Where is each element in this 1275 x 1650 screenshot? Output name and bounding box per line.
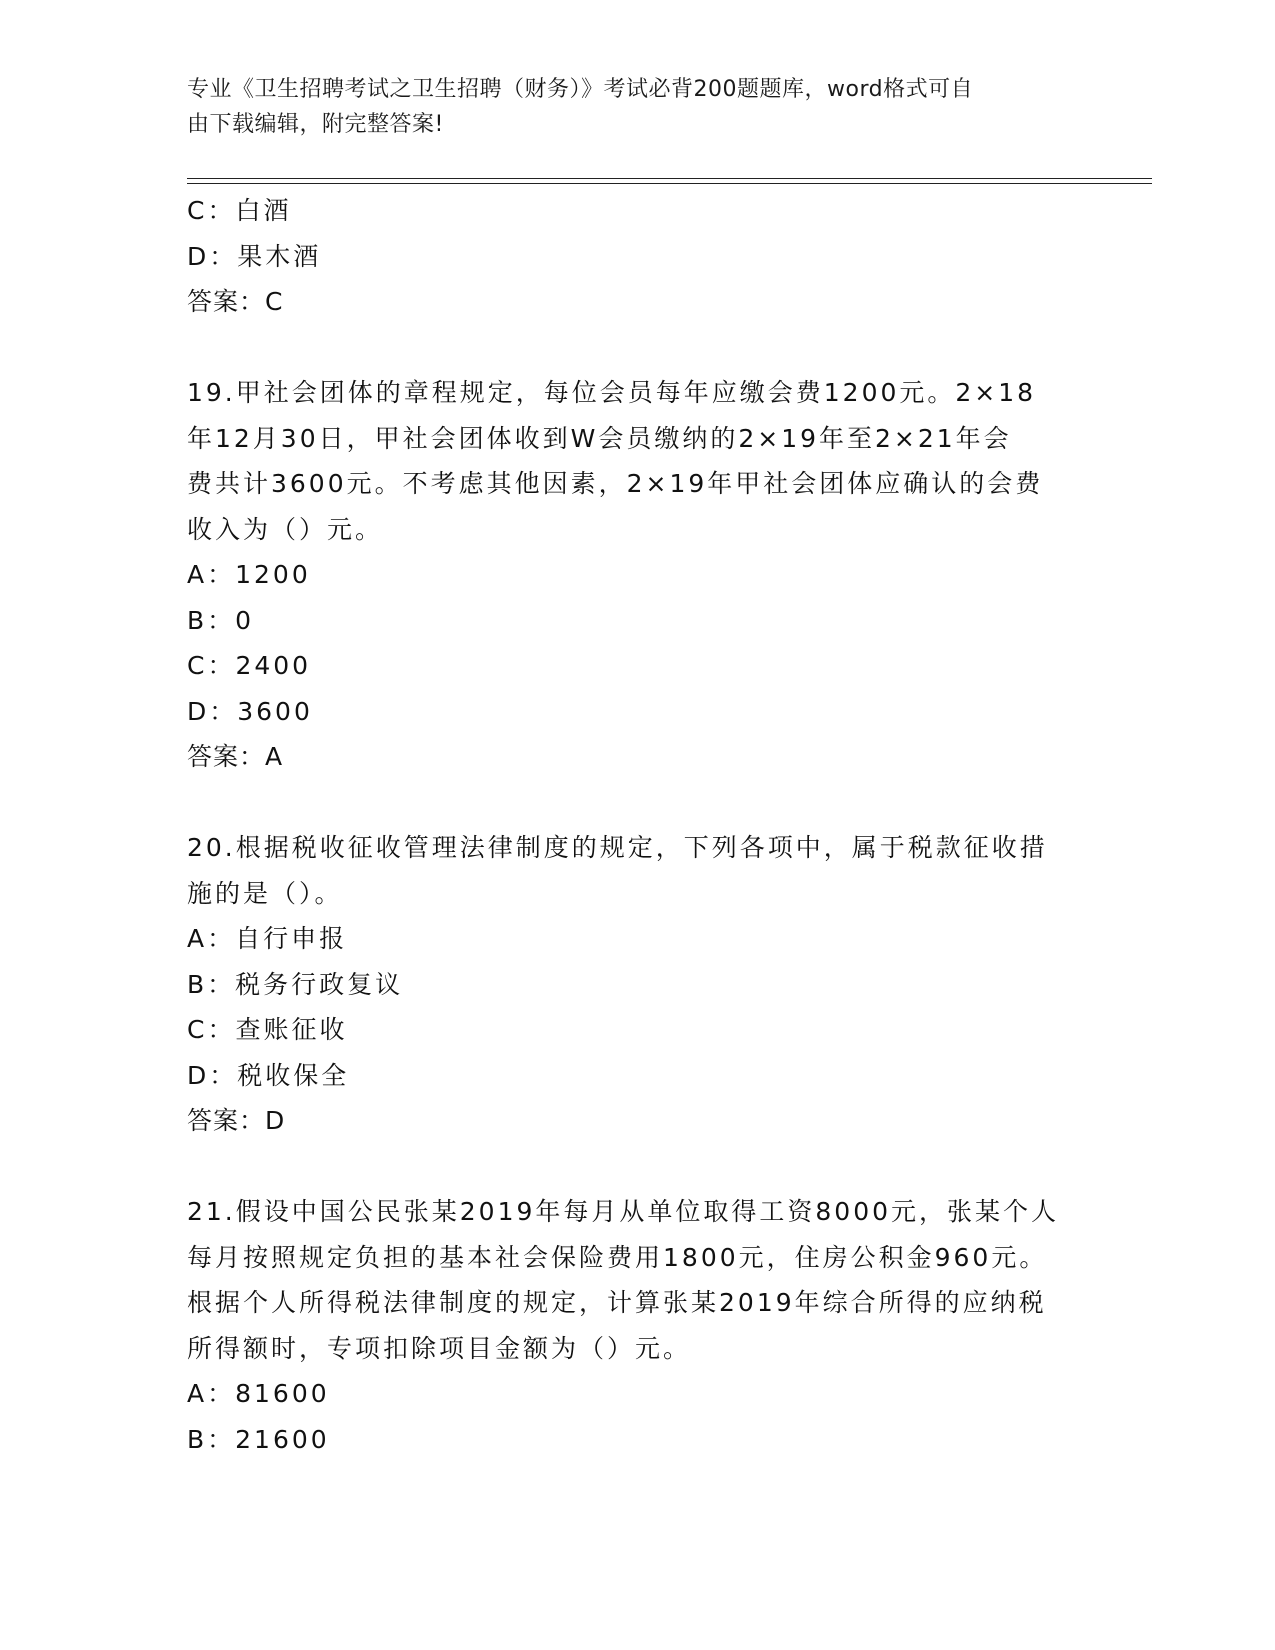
header-line-2: 由下载编辑，附完整答案! <box>187 112 444 137</box>
stem-line: 施的是（）。 <box>187 878 343 908</box>
spacer <box>187 1144 1077 1190</box>
option-a: A：自行申报 <box>187 924 348 953</box>
option-c: C：2400 <box>187 651 312 680</box>
question-stem <box>187 370 1077 552</box>
answer: 答案：A <box>187 742 284 771</box>
stem-line: 费共计3600元。不考虑其他因素，2×19年甲社会团体应确认的会费 <box>187 469 1044 498</box>
question-stem <box>187 825 1077 916</box>
spacer <box>187 780 1077 826</box>
option-a: A：81600 <box>187 1379 330 1408</box>
question-content <box>187 188 1077 1462</box>
stem-line: 根据个人所得税法律制度的规定，计算张某2019年综合所得的应纳税 <box>187 1288 1047 1317</box>
option-c: C：查账征收 <box>187 1015 348 1044</box>
answer: 答案：C <box>187 287 284 316</box>
question-stem <box>187 1189 1077 1371</box>
answer: 答案：D <box>187 1106 286 1135</box>
stem-line: 19.甲社会团体的章程规定，每位会员每年应缴会费1200元。2×18 <box>187 378 1037 407</box>
question-18-tail <box>187 188 1077 325</box>
stem-line: 21.假设中国公民张某2019年每月从单位取得工资8000元，张某个人 <box>187 1197 1060 1226</box>
option-b: B：税务行政复议 <box>187 969 404 999</box>
question-19 <box>187 370 1077 780</box>
header-line-1: 专业《卫生招聘考试之卫生招聘（财务）》考试必背200题题库，word格式可自 <box>187 77 974 102</box>
option-c: C：白酒 <box>187 196 292 225</box>
option-b: B：0 <box>187 605 255 635</box>
stem-line: 每月按照规定负担的基本社会保险费用1800元，住房公积金960元。 <box>187 1242 1048 1272</box>
spacer <box>187 325 1077 371</box>
stem-line: 收入为（）元。 <box>187 514 384 544</box>
stem-line: 所得额时，专项扣除项目金额为（）元。 <box>187 1333 692 1363</box>
stem-line: 年12月30日，甲社会团体收到W会员缴纳的2×19年至2×21年会 <box>187 423 1012 453</box>
header-divider-top <box>187 178 1152 179</box>
stem-line: 20.根据税收征收管理法律制度的规定，下列各项中，属于税款征收措 <box>187 833 1048 862</box>
question-20 <box>187 825 1077 1144</box>
header-divider-bottom <box>187 183 1152 184</box>
option-b: B：21600 <box>187 1424 330 1454</box>
option-d: D：果木酒 <box>187 241 322 271</box>
question-21 <box>187 1189 1077 1462</box>
option-a: A：1200 <box>187 560 311 589</box>
option-d: D：税收保全 <box>187 1060 350 1090</box>
option-d: D：3600 <box>187 696 313 726</box>
page-header <box>187 72 1067 142</box>
